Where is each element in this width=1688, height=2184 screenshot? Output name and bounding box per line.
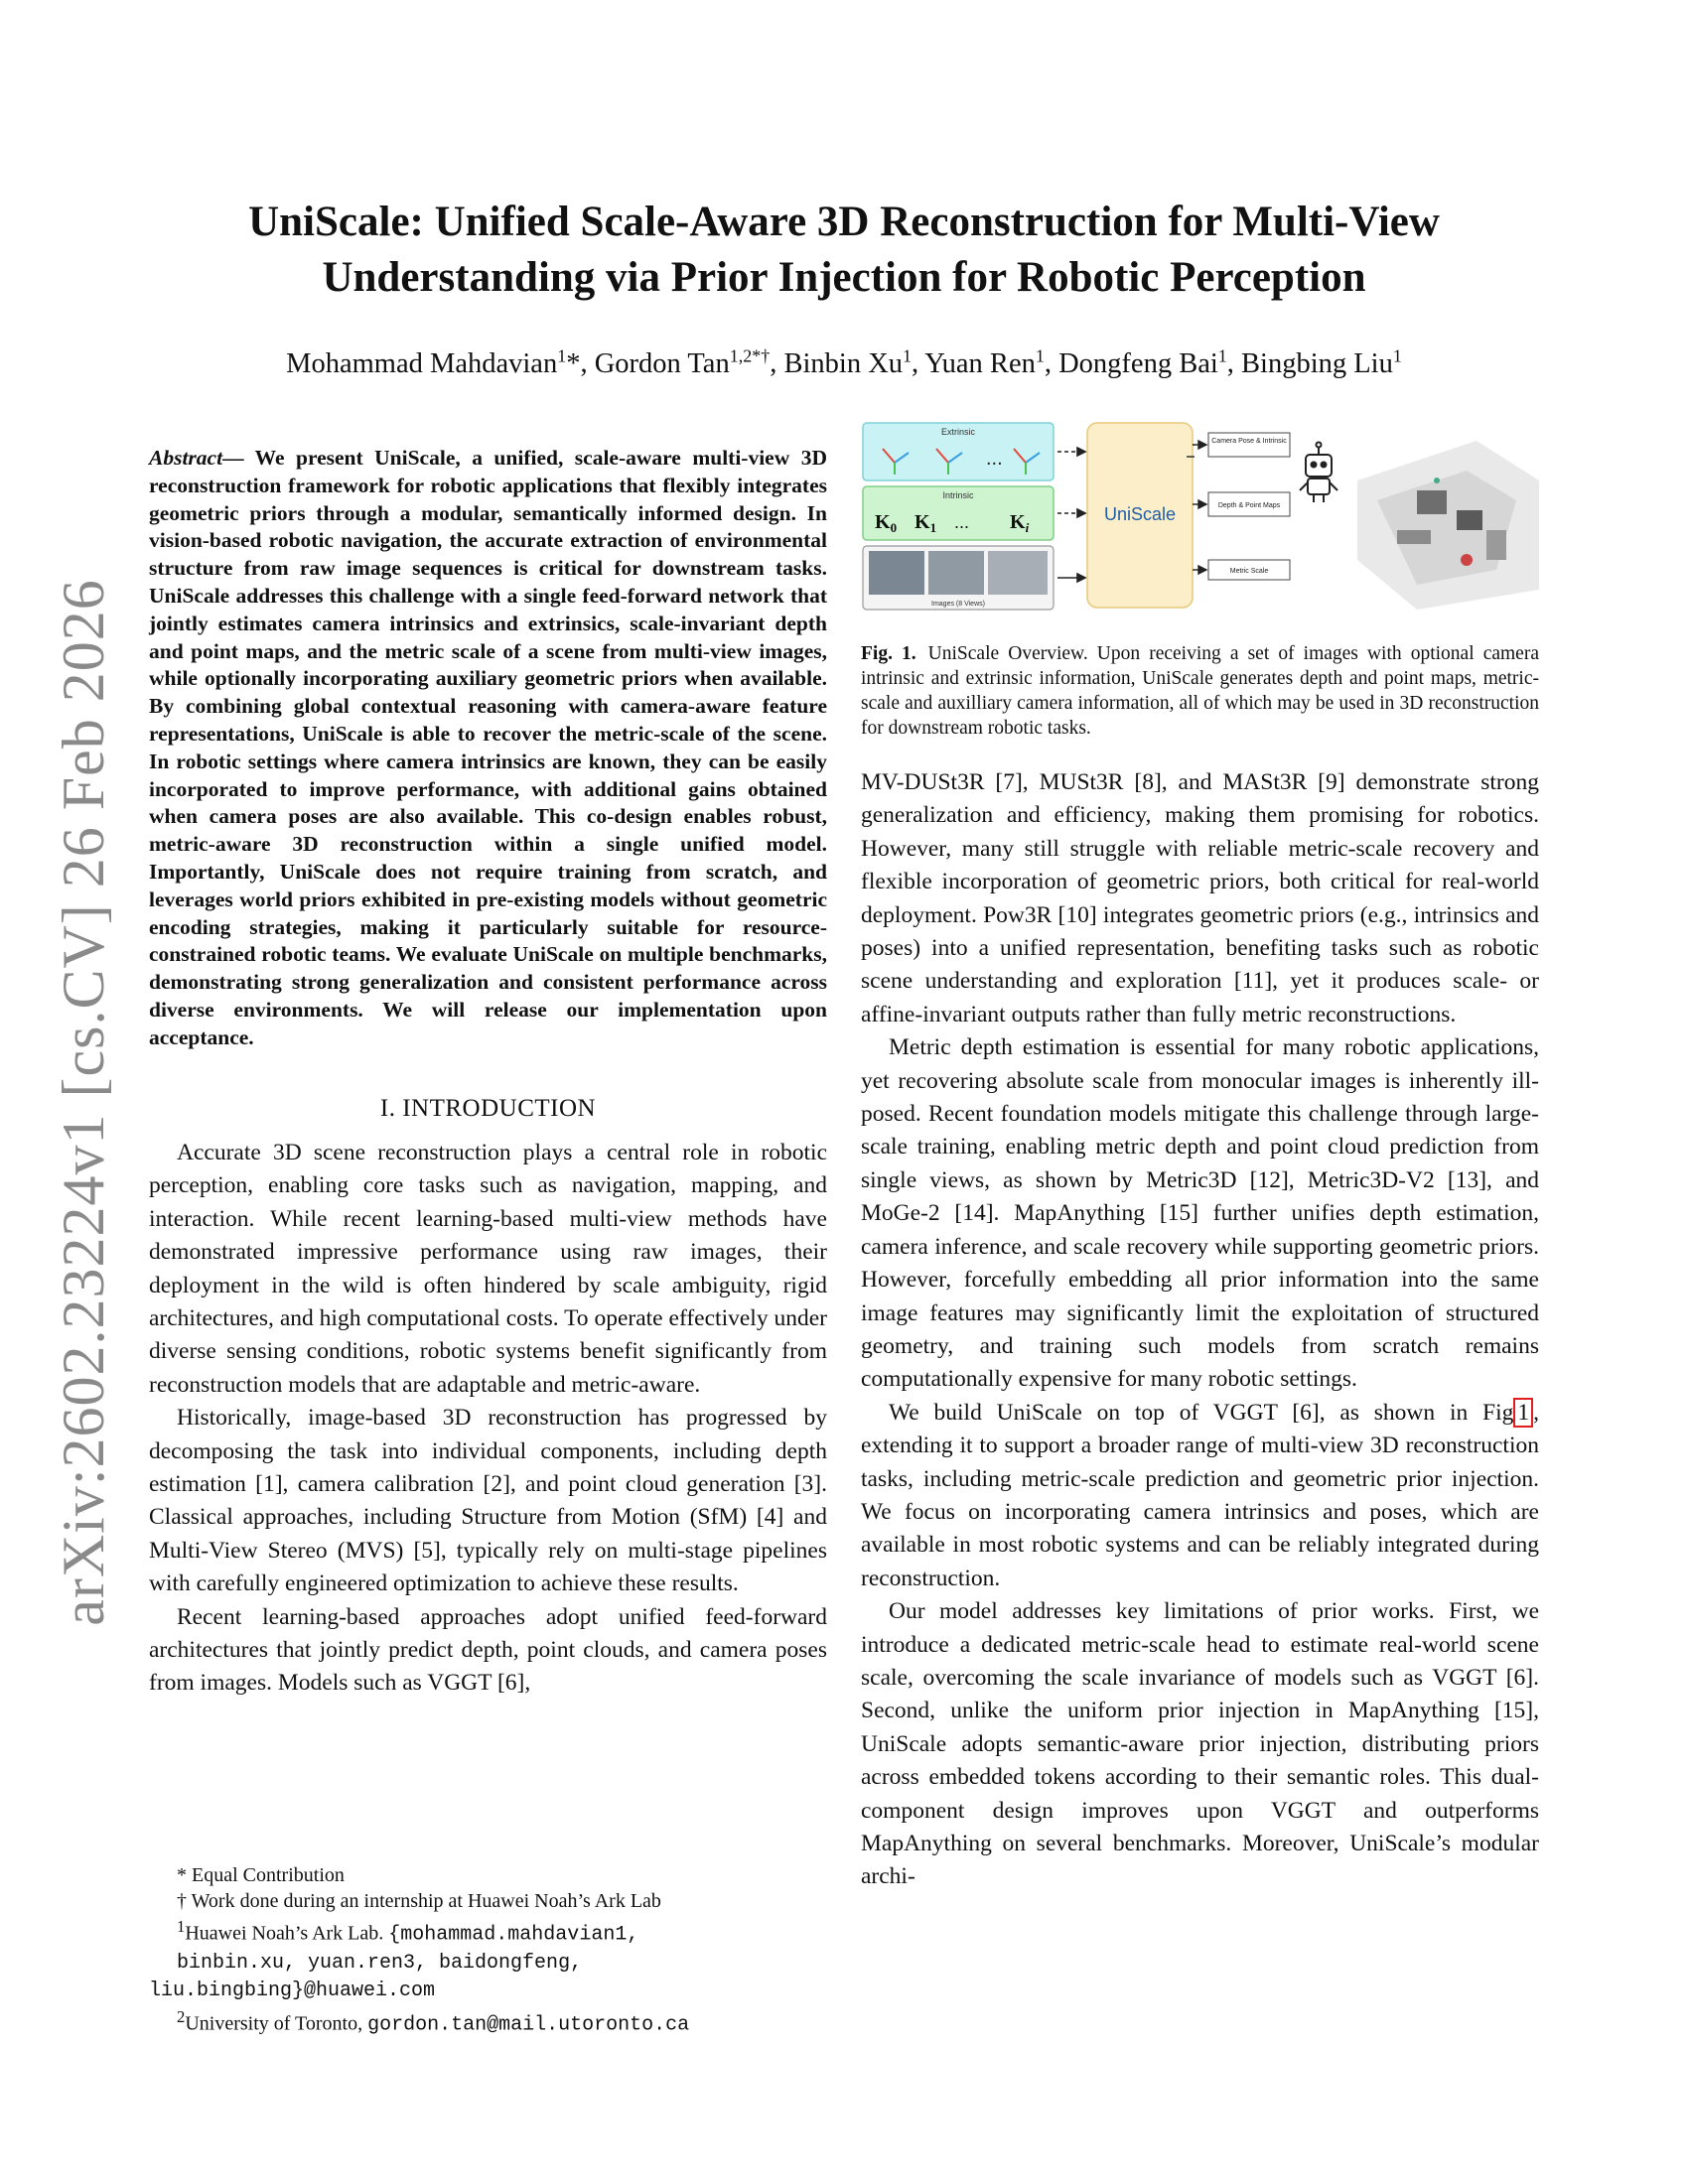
figure-1 xyxy=(861,421,1539,619)
uniscale-model-label: UniScale xyxy=(1103,504,1177,524)
svg-text:K0: $K_0$ xyxy=(875,511,898,535)
author: Binbin Xu$^1$ xyxy=(783,345,913,379)
output-camera-pose-label: Camera Pose & Intrinsic xyxy=(1211,438,1287,445)
title-line-1: UniScale: Unified Scale-Aware 3D Reconstruction for Multi-View xyxy=(248,199,1440,245)
title-line-2: Understanding via Prior Injection for Robotic Perception xyxy=(322,254,1366,301)
abstract xyxy=(149,445,827,1052)
image-thumbnail xyxy=(869,551,924,595)
extrinsic-dots: ... xyxy=(986,448,1003,470)
footnote-equal: * Equal Contribution xyxy=(177,1864,345,1886)
svg-text:K1: $K_1$ xyxy=(914,511,937,535)
footnote-affiliation-1: $^1$Huawei Noah’s Ark Lab. {mohammad.mahdavian1, xyxy=(177,1917,639,1947)
intro-paragraph-3: Recent learning-based approaches adopt unified feed-forward architectures that jointly predict depth, point clouds, and camera poses from images. Models such as VGGT [6], xyxy=(149,1603,827,1697)
section-heading-introduction: I. INTRODUCTION xyxy=(379,1094,597,1122)
output-metric-label: Metric Scale xyxy=(1229,568,1269,575)
right-paragraph-4: Our model addresses key limitations of prior works. First, we introduce a dedicated metric-scale head to estimate real-world scene scale, overcoming the scale invariance of models such as VGGT [6]. Second, unlike the uniform prior injection in MapAnything [15], UniScale adopts semantic-aware prior injection, distributing priors across embedded tokens according to their semantic roles. This dual-component design improves upon VGGT and outperforms MapAnything on several benchmarks. Moreover, UniScale’s modular archi- xyxy=(861,1598,1539,1890)
author: Dongfeng Bai$^1$ xyxy=(1058,345,1227,379)
output-camera-pose-box xyxy=(1208,433,1290,457)
images-label: Images (8 Views) xyxy=(931,601,985,608)
figure-1-diagram xyxy=(861,421,1539,619)
author: Gordon Tan$^{1,2*\dagger}$ xyxy=(594,345,771,379)
figure-1-caption xyxy=(861,641,1539,741)
intrinsic-label: Intrinsic xyxy=(942,490,974,500)
right-paragraph-2: Metric depth estimation is essential for many robotic applications, yet recovering absolute scale from monocular images is inherently ill-posed. Recent foundation models mitigate this challenge through large-scale training, enabling metric depth and point cloud prediction from single views, as shown by Metric3D [12], Metric3D-V2 [13], and MoGe-2 [14]. MapAnything [15] further unifies depth estimation, camera inference, and scale recovery while supporting geometric priors. However, forcefully embedding all prior information into the same image features may significantly limit the exploitation of structured geometry, and training such models from scratch remains computationally expensive for many robotic settings. xyxy=(861,1034,1539,1393)
point-cloud-reconstruction-image xyxy=(1357,441,1539,610)
right-paragraph-3: We build UniScale on top of VGGT [6], as shown in Fig 1 , extending it to support a broader range of multi-view 3D reconstruction tasks, including metric-scale prediction and geometric prior injection. We focus on incorporating camera intrinsics and poses, which are available in most robotic systems and can be reliably integrated during reconstruction. xyxy=(861,1399,1539,1591)
figure-reference-link[interactable]: 1 xyxy=(1513,1398,1533,1428)
author: Bingbing Liu$^1$ xyxy=(1241,345,1402,379)
author: Yuan Ren$^1$ xyxy=(924,345,1045,379)
footnote-affiliation-2: $^2$University of Toronto, gordon.tan@mail.utoronto.ca xyxy=(177,2006,690,2037)
author: Mohammad Mahdavian$^1$* xyxy=(286,345,581,379)
footnote-intern: † Work done during an internship at Huawei Noah’s Ark Lab xyxy=(177,1890,661,1912)
abstract-lead: Abstract xyxy=(149,446,223,470)
output-depth-label: Depth & Point Maps xyxy=(1217,502,1281,509)
image-thumbnail xyxy=(988,551,1048,595)
right-paragraph-1: MV-DUSt3R [7], MUSt3R [8], and MASt3R [9] demonstrate strong generalization and efficiency, making them promising for robotics. However, many still struggle with reliable metric-scale recovery and flexible incorporation of geometric priors, both critical for real-world deployment. Pow3R [10] integrates geometric priors (e.g., intrinsics and poses) into a unified representation, benefiting tasks such as robotic scene understanding and exploration [11], yet it produces scale- or affine-invariant outputs rather than fully metric reconstructions. xyxy=(861,769,1539,1027)
footnote-emails: binbin.xu, yuan.ren3, baidongfeng, xyxy=(177,1951,583,1975)
image-thumbnail xyxy=(928,551,984,595)
arxiv-id: arXiv:2602.23224v1 [cs.CV] 26 Feb 2026 xyxy=(50,578,116,1626)
arxiv-stamp xyxy=(34,578,133,1626)
extrinsic-label: Extrinsic xyxy=(940,427,976,437)
intro-paragraph-2: Historically, image-based 3D reconstruction has progressed by decomposing the task into individual components, including depth estimation [1], camera calibration [2], and point cloud generation [3]. Classical approaches, including Structure from Motion (SfM) [4] and Multi-View Stereo (MVS) [5], typically rely on multi-stage pipelines with carefully engineered optimization to achieve these results. xyxy=(149,1405,827,1597)
intro-paragraph-1: Accurate 3D scene reconstruction plays a central role in robotic perception, enabling core tasks such as navigation, mapping, and interaction. While recent learning-based multi-view methods have demonstrated impressive performance using raw images, their deployment in the wild is often hindered by scale ambiguity, rigid architectures, and high computational costs. To operate effectively under diverse sensing conditions, robotic systems benefit significantly from reconstruction models that are adaptable and metric-aware. xyxy=(149,1139,827,1398)
left-column xyxy=(149,445,827,1701)
abstract-text: — We present UniScale, a unified, scale-aware multi-view 3D reconstruction framework for robotic applications that flexibly integrates geometric priors through a modular, semantically informed design. In vision-based robotic navigation, the accurate extraction of environmental structure from raw image sequences is critical for downstream tasks. UniScale addresses this challenge with a single feed-forward network that jointly estimates camera intrinsics and extrinsics, scale-invariant depth and point maps, and the metric scale of a scene from multi-view images, while optionally incorporating auxiliary geometric priors when available. By combining global contextual reasoning with camera-aware feature representations, UniScale is able to recover the metric-scale of the scene. In robotic settings where camera intrinsics are known, they can be easily incorporated to improve performance, with additional gains obtained when camera poses are also available. This co-design enables robust, metric-aware 3D reconstruction within a single unified model. Importantly, UniScale does not require training from scratch, and leverages world priors exhibited in pre-existing models without geometric encoding strategies, making it particularly suitable for resource-constrained robotic teams. We evaluate UniScale on multiple benchmarks, demonstrating strong generalization and consistent performance across diverse environments. We will release our implementation upon acceptance. xyxy=(149,446,827,1049)
figure-1-caption-text: UniScale Overview. Upon receiving a set of images with optional camera intrinsic and extrinsic information, UniScale generates depth and point maps, metric-scale and auxilliary camera information, all of which may be used in 3D reconstruction for downstream robotic tasks. xyxy=(861,643,1539,739)
svg-text:...: ... xyxy=(954,512,970,532)
footnotes xyxy=(149,1862,844,2038)
figure-1-label: Fig. 1. xyxy=(861,643,916,664)
author-list: Mohammad Mahdavian$^1$*, Gordon Tan$^{1,2*\dagger}$, Binbin Xu$^1$, Yuan Ren$^1$, Dongfeng Bai$^1$, Bingbing Liu$^1$ xyxy=(286,345,1402,379)
paper-title xyxy=(149,195,1539,306)
right-column xyxy=(861,421,1539,1894)
svg-text:Ki: $K_i$ xyxy=(1010,511,1030,535)
robot-icon xyxy=(1300,443,1337,503)
footnote-emails-domain: liu.bingbing}@huawei.com xyxy=(149,1979,436,2002)
